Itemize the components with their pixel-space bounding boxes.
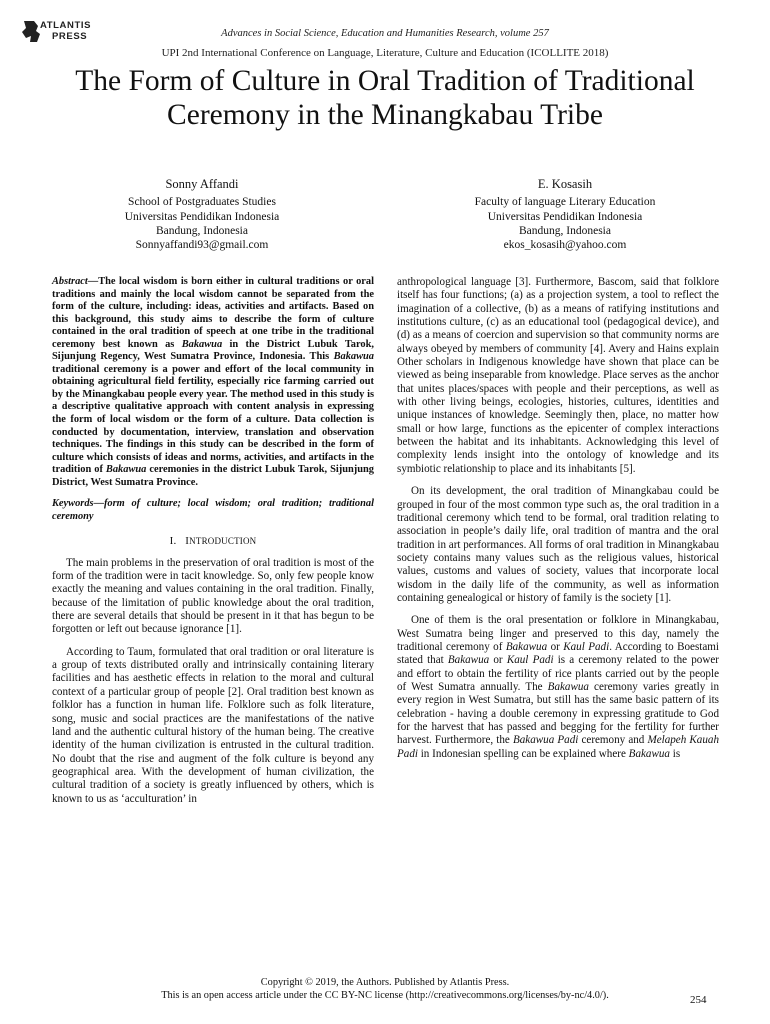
abstract-term: Bakawua bbox=[105, 464, 147, 476]
abstract-text: ceremonies in the district Lubuk Tarok, Sijunjung District, West Sumatra Province. bbox=[52, 464, 374, 488]
body-paragraph: According to Taum, formulated that oral tradition or oral literature is a group of texts distributed orally and intrinsically containing literary facilities and has aesthetic effects in relation to the moral and cultural context of a particular group of people [2]. Oral tradition best known as folklor has a function in human life. Folklore such as folk literature, song, music and social practices are the manifestations of the native land and the authentic cultural history of the human being. The creative identity of the human civilization is entrusted in the cultural tradition. No doubt that the rise and augment of the folk culture is beyond any geographical area. With the development of human civilization, the cultural tradition of a society is greatly influenced by others, which is known to us as ‘acculturation’ in bbox=[52, 645, 374, 805]
text-run: ceremony varies greatly in every region in West Sumatra, but still has the same basic pattern of its celebration - having a double ceremony in expressing gratitude to God for the harvest that has passed and begging for the fertility for further harvest. Furthermore, the bbox=[397, 680, 719, 747]
abstract-text: The local wisdom is born either in cultural traditions or oral traditions and mainly the local wisdom cannot be separated from the form of the culture, including: ideas, activities and artifacts. Based on this background, this study aims to describe the form of culture contained in the oral tradition of speech at one tribe in the traditional ceremony best known as bbox=[52, 276, 374, 350]
italic-term: Kaul Padi bbox=[563, 640, 610, 653]
logo-line1: ATLANTIS bbox=[40, 20, 92, 31]
abstract-text: traditional ceremony is a power and effort of the local community in obtaining agricultural field fertility, especially rice farming carried out by the Minangkabau people every year. The method used in this study is a descriptive qualitative approach with content analysis in expressing the form of local wisdom or the form of a culture. Data collection is conducted by documentation, interview, translation and observation techniques. The findings in this study can be described in the form of culture which consists of ideas and norms, activities, and artifacts in the tradition of bbox=[52, 363, 374, 476]
section-title-initial: I bbox=[185, 535, 190, 548]
title-line-2: Ceremony in the Minangkabau Tribe bbox=[167, 99, 603, 131]
body-paragraph: The main problems in the preservation of oral tradition is most of the form of the tradition were in tacit knowledge. So, only few people know exactly the meaning and values containing in the oral tradition. Finally, because of the limitation of public knowledge about the oral tradition, there are several details that should be present in it that has begun to be forgotten or left out because ignorance [1]. bbox=[52, 556, 374, 636]
author-email[interactable]: Sonnyaffandi93@gmail.com bbox=[135, 239, 269, 252]
author-institution: Universitas Pendidikan Indonesia bbox=[487, 210, 643, 223]
italic-term: Bakawua bbox=[505, 640, 548, 653]
copyright-line: Copyright © 2019, the Authors. Published by Atlantis Press. bbox=[260, 977, 510, 988]
italic-term: Bakawua bbox=[547, 680, 589, 693]
keywords-text: —form of culture; local wisdom; oral tradition; traditional ceremony bbox=[52, 498, 374, 522]
text-run: is a ceremony related to the power and effort to obtain the fertility of rice plants carried out by the people of West Sumatra annually. The bbox=[397, 654, 719, 693]
text-run: or bbox=[489, 654, 507, 667]
text-run: is bbox=[669, 747, 681, 760]
abstract-label: Abstract bbox=[52, 276, 88, 287]
body-paragraph: anthropological language [3]. Furthermore, Bascom, said that folklore itself has four functions; (a) as a projection system, a tool to reflect the imagination of a collective, (b) as a means of ratifying institutions and institutions culture, (c) as an educational tool (pedagogical device), and (d) as a means of coercion and supervision so that community norms are always obeyed by members of community [4]. Avery and Hains explain Other scholars in Indigenous knowledge have shown that place can be viewed as being inseparable from knowledge. Place serves as the anchor that unites places/spaces with people and their perceptions, as well as with other living beings, ecologies, histories, cultures, identities and unique instances of knowledge. Seemingly then, place, no matter how small or how large, functions as the epicenter of complex interactions between the habitat and its inhabitants. Acknowledging this level of complexity lends insight into the ontology of knowledge and its symbiotic relationship to place and its inhabitants [5]. bbox=[397, 276, 719, 475]
author-affiliation: Faculty of language Literary Education bbox=[474, 196, 656, 209]
author-block-1 bbox=[52, 177, 352, 252]
footer bbox=[0, 976, 770, 1002]
italic-term: Bakawua bbox=[628, 747, 670, 760]
section-title-rest: NTRODUCTION bbox=[189, 536, 257, 547]
body-paragraph bbox=[397, 614, 719, 761]
abstract-text: in the District Lubuk Tarok, Sijunjung Regency, West Sumatra Province, Indonesia. This bbox=[52, 338, 374, 363]
section-heading bbox=[52, 535, 374, 548]
text-run: ceremony and bbox=[578, 734, 648, 747]
page-number: 254 bbox=[690, 994, 707, 1006]
text-run: in Indonesian spelling can be explained where bbox=[417, 747, 629, 760]
italic-term: Kaul Padi bbox=[506, 654, 554, 667]
paper-title bbox=[30, 64, 740, 132]
text-run: . According to Boestami stated that bbox=[397, 640, 719, 667]
author-institution: Universitas Pendidikan Indonesia bbox=[124, 210, 280, 223]
italic-term: Bakawua Padi bbox=[512, 734, 579, 747]
license-line[interactable]: This is an open access article under the CC BY-NC license (http://creativecommons.org/licenses/by-nc/4.0/). bbox=[161, 990, 609, 1001]
abstract-dash: — bbox=[87, 276, 99, 287]
abstract-term: Bakawua bbox=[181, 338, 223, 350]
keywords bbox=[52, 498, 374, 523]
author-affiliation: School of Postgraduates Studies bbox=[128, 196, 276, 209]
abstract bbox=[52, 276, 374, 489]
conference-line: UPI 2nd International Conference on Language, Literature, Culture and Education (ICOLLITE 2018) bbox=[161, 47, 609, 59]
author-city: Bandung, Indonesia bbox=[156, 224, 248, 237]
author-block-2 bbox=[415, 177, 715, 252]
italic-term: Bakawua bbox=[447, 654, 490, 667]
author-name: E. Kosasih bbox=[537, 177, 593, 191]
text-run: or bbox=[547, 640, 564, 653]
abstract-term: Bakawua bbox=[333, 351, 374, 363]
author-email[interactable]: ekos_kosasih@yahoo.com bbox=[503, 239, 627, 252]
running-head: Advances in Social Science, Education and Humanities Research, volume 257 bbox=[221, 28, 549, 39]
author-city: Bandung, Indonesia bbox=[519, 224, 611, 237]
right-column bbox=[397, 276, 719, 770]
logo-line2: PRESS bbox=[52, 31, 88, 42]
title-line-1: The Form of Culture in Oral Tradition of Traditional bbox=[75, 65, 695, 97]
text-run: One of them is the oral presentation or folklore in Minangkabau, West Sumatra being linger and preserved to this day, namely the traditional ceremony of bbox=[397, 614, 719, 653]
section-number: I. bbox=[169, 535, 177, 548]
left-column bbox=[52, 276, 374, 815]
keywords-label: Keywords bbox=[52, 498, 94, 510]
author-name: Sonny Affandi bbox=[165, 177, 239, 191]
body-paragraph: On its development, the oral tradition of Minangkabau could be grouped in four of the most common type such as, the oral tradition in a traditional ceremony which tend to be formal, oral tradition relating to association in people’s daily life, oral tradition of mantra and the oral tradition in art performances. All forms of oral tradition in Minangkabau society contains many values such as the religious values, historical values, customs and values of society, values that incorporate local wisdom in the daily life of the community, as well as information containing genealogical or history of family is the society [1]. bbox=[397, 485, 719, 604]
italic-term: Melapeh Kauah Padi bbox=[397, 734, 719, 760]
